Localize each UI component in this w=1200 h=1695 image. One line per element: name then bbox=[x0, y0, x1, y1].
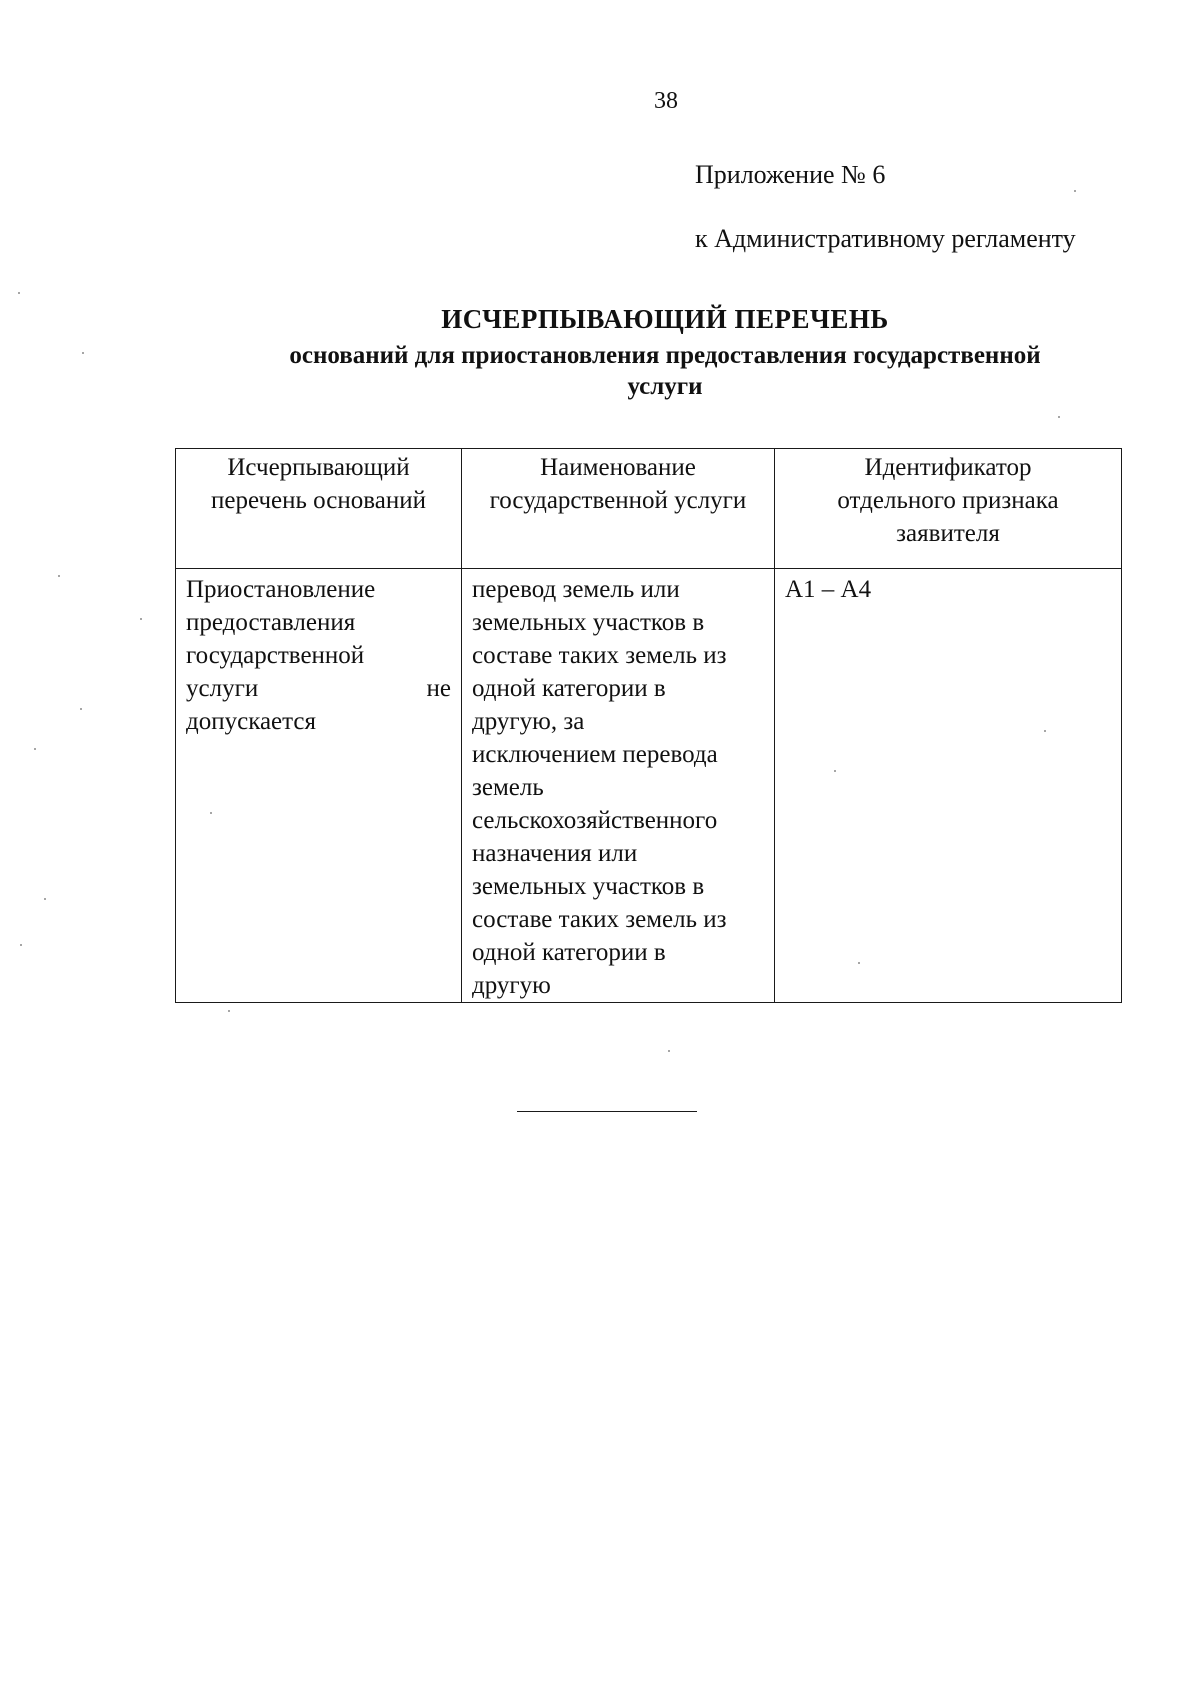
scan-speck bbox=[58, 575, 60, 577]
scan-speck bbox=[82, 352, 84, 354]
cell-line: перевод земель или bbox=[472, 576, 680, 603]
appendix-reference: к Административному регламенту bbox=[695, 224, 1076, 253]
grounds-table bbox=[175, 448, 1122, 1003]
title-block bbox=[150, 302, 1180, 402]
scan-speck bbox=[140, 618, 142, 620]
scan-speck bbox=[20, 944, 22, 946]
cell-line: земельных участков в bbox=[472, 609, 705, 636]
header-line: отдельного признака bbox=[837, 487, 1059, 514]
header-line: перечень оснований bbox=[211, 487, 426, 514]
header-line: государственной услуги bbox=[489, 487, 747, 514]
header-line: Наименование bbox=[540, 454, 696, 481]
header-applicant-identifier bbox=[775, 449, 1122, 569]
cell-line: сельскохозяйственного bbox=[472, 807, 718, 834]
header-line: заявителя bbox=[896, 520, 1000, 547]
cell-line: А1 – А4 bbox=[785, 576, 872, 603]
cell-applicant-identifier bbox=[775, 569, 1122, 1003]
scan-speck bbox=[228, 1010, 230, 1012]
cell-line: назначения или bbox=[472, 840, 638, 867]
cell-line: составе таких земель из bbox=[472, 642, 727, 669]
cell-grounds bbox=[176, 569, 462, 1003]
scan-speck bbox=[668, 1050, 670, 1052]
scan-speck bbox=[210, 812, 212, 814]
cell-line: одной категории в bbox=[472, 939, 666, 966]
cell-service-name bbox=[462, 569, 775, 1003]
end-of-document-rule bbox=[517, 1111, 697, 1112]
cell-line: земель bbox=[472, 774, 544, 801]
header-grounds-list bbox=[176, 449, 462, 569]
table-header-row bbox=[176, 449, 1122, 569]
cell-line: одной категории в bbox=[472, 675, 666, 702]
scan-speck bbox=[44, 898, 46, 900]
cell-word: услуги bbox=[186, 675, 259, 702]
header-service-name bbox=[462, 449, 775, 569]
scan-speck bbox=[1074, 190, 1076, 192]
scan-speck bbox=[1058, 416, 1060, 418]
cell-line: предоставления bbox=[186, 609, 356, 636]
cell-line: государственной bbox=[186, 642, 365, 669]
document-subtitle-line-1: оснований для приостановления предоставления государственной bbox=[289, 342, 1041, 369]
cell-line: исключением перевода bbox=[472, 741, 718, 768]
document-subtitle-line-2: услуги bbox=[627, 373, 703, 400]
scan-speck bbox=[858, 962, 860, 964]
cell-line: земельных участков в bbox=[472, 873, 705, 900]
cell-line: допускается bbox=[186, 708, 316, 735]
cell-line: составе таких земель из bbox=[472, 906, 727, 933]
scan-speck bbox=[18, 292, 20, 294]
cell-line: Приостановление bbox=[186, 576, 376, 603]
cell-line: другую bbox=[472, 972, 551, 999]
appendix-number: Приложение № 6 bbox=[695, 160, 886, 189]
table-row bbox=[176, 569, 1122, 1003]
header-line: Идентификатор bbox=[864, 454, 1032, 481]
scan-speck bbox=[80, 708, 82, 710]
cell-word: не bbox=[426, 675, 451, 702]
scan-speck bbox=[34, 748, 36, 750]
page-number: 38 bbox=[654, 88, 678, 114]
scan-speck bbox=[1044, 730, 1046, 732]
document-subtitle bbox=[150, 340, 1180, 402]
scan-speck bbox=[834, 770, 836, 772]
header-line: Исчерпывающий bbox=[227, 454, 410, 481]
cell-line-justified bbox=[186, 672, 451, 705]
cell-line: другую, за bbox=[472, 708, 585, 735]
document-title: ИСЧЕРПЫВАЮЩИЙ ПЕРЕЧЕНЬ bbox=[441, 304, 889, 334]
